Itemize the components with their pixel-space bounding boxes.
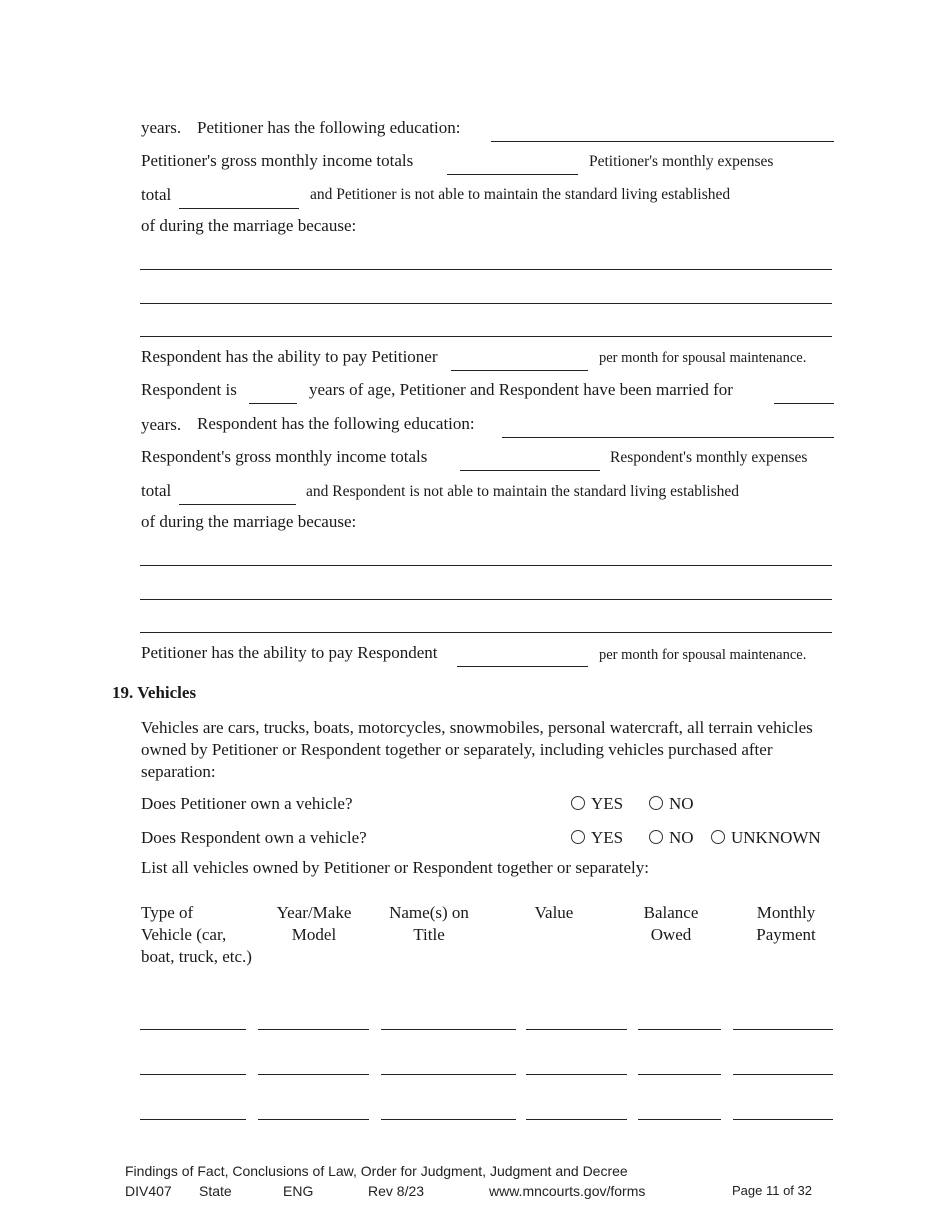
footer-title: Findings of Fact, Conclusions of Law, Order for Judgment, Judgment and Decree bbox=[125, 1163, 628, 1179]
column-header-monthly-payment: Monthly Payment bbox=[756, 903, 816, 944]
petitioner-pays-suffix: per month for spousal maintenance. bbox=[599, 647, 807, 663]
column-header-names-on-title: Name(s) on Title bbox=[389, 903, 469, 944]
table-cell-field[interactable] bbox=[733, 1056, 833, 1075]
table-cell-field[interactable] bbox=[140, 1011, 246, 1030]
table-cell-field[interactable] bbox=[381, 1101, 516, 1120]
respondent-reason-line-3[interactable] bbox=[140, 614, 832, 633]
married-years-field[interactable] bbox=[774, 385, 834, 404]
petitioner-standard-text: and Petitioner is not able to maintain the standard living established bbox=[310, 186, 731, 203]
question-petitioner-vehicle: Does Petitioner own a vehicle? bbox=[141, 794, 353, 813]
section-heading-vehicles: 19. Vehicles bbox=[112, 683, 197, 702]
respondent-education-field[interactable] bbox=[502, 419, 834, 438]
petitioner-expenses-label: Petitioner's monthly expenses bbox=[589, 153, 774, 170]
table-cell-field[interactable] bbox=[258, 1011, 369, 1030]
table-cell-field[interactable] bbox=[733, 1101, 833, 1120]
radio-circle-icon bbox=[711, 830, 725, 844]
respondent-expenses-label: Respondent's monthly expenses bbox=[610, 449, 808, 466]
radio-circle-icon bbox=[571, 830, 585, 844]
respondent-age-field[interactable] bbox=[249, 385, 297, 404]
petitioner-education-label: Petitioner has the following education: bbox=[197, 118, 461, 137]
respondent-because-label: of during the marriage because: bbox=[141, 512, 357, 531]
petitioner-income-field[interactable] bbox=[447, 156, 578, 175]
respondent-income-field[interactable] bbox=[460, 452, 600, 471]
respondent-pays-label: Respondent has the ability to pay Petitioner bbox=[141, 347, 438, 366]
petitioner-pays-label: Petitioner has the ability to pay Respondent bbox=[141, 643, 438, 662]
table-cell-field[interactable] bbox=[733, 1011, 833, 1030]
respondent-income-label: Respondent's gross monthly income totals bbox=[141, 447, 428, 466]
petitioner-income-label: Petitioner's gross monthly income totals bbox=[141, 151, 414, 170]
table-cell-field[interactable] bbox=[258, 1056, 369, 1075]
table-cell-field[interactable] bbox=[638, 1011, 721, 1030]
table-cell-field[interactable] bbox=[638, 1056, 721, 1075]
respondent-age-prefix: Respondent is bbox=[141, 380, 237, 399]
footer-website: www.mncourts.gov/forms bbox=[489, 1183, 646, 1199]
respondent-age-mid: years of age, Petitioner and Respondent have been married for bbox=[309, 380, 733, 399]
respondent-expenses-total-field[interactable] bbox=[179, 486, 296, 505]
respondent-total-label: total bbox=[141, 481, 172, 500]
footer-page-number: Page 11 of 32 bbox=[732, 1183, 812, 1198]
column-header-balance-owed: Balance Owed bbox=[643, 903, 699, 944]
respondent-vehicle-no-radio[interactable] bbox=[649, 828, 694, 848]
respondent-standard-text: and Respondent is not able to maintain the standard living established bbox=[306, 483, 740, 500]
option-no-label: NO bbox=[669, 794, 694, 813]
radio-circle-icon bbox=[571, 796, 585, 810]
respondent-vehicle-yes-radio[interactable] bbox=[571, 828, 623, 848]
table-cell-field[interactable] bbox=[381, 1056, 516, 1075]
column-header-value: Value bbox=[534, 903, 574, 922]
footer-language: ENG bbox=[283, 1183, 314, 1199]
petitioner-education-prefix: years. bbox=[141, 118, 182, 137]
petitioner-vehicle-yes-radio[interactable] bbox=[571, 794, 623, 814]
footer-jurisdiction: State bbox=[199, 1183, 232, 1199]
respondent-vehicle-unknown-radio[interactable] bbox=[711, 828, 821, 848]
petitioner-total-label: total bbox=[141, 185, 172, 204]
option-unknown-label: UNKNOWN bbox=[731, 828, 821, 847]
column-header-type: Type of Vehicle (car, boat, truck, etc.) bbox=[141, 903, 252, 966]
option-yes-label: YES bbox=[591, 794, 624, 813]
column-header-year-make-model: Year/Make Model bbox=[276, 903, 352, 944]
respondent-pays-suffix: per month for spousal maintenance. bbox=[599, 350, 807, 366]
table-cell-field[interactable] bbox=[140, 1056, 246, 1075]
petitioner-pays-amount-field[interactable] bbox=[457, 648, 588, 667]
petitioner-vehicle-no-radio[interactable] bbox=[649, 794, 694, 814]
table-cell-field[interactable] bbox=[258, 1101, 369, 1120]
radio-circle-icon bbox=[649, 796, 663, 810]
table-cell-field[interactable] bbox=[526, 1056, 627, 1075]
petitioner-expenses-total-field[interactable] bbox=[179, 190, 299, 209]
radio-circle-icon bbox=[649, 830, 663, 844]
table-cell-field[interactable] bbox=[381, 1011, 516, 1030]
footer-form-id: DIV407 bbox=[125, 1183, 172, 1199]
table-cell-field[interactable] bbox=[526, 1011, 627, 1030]
respondent-education-label: Respondent has the following education: bbox=[197, 414, 475, 433]
respondent-education-prefix: years. bbox=[141, 415, 182, 434]
table-cell-field[interactable] bbox=[140, 1101, 246, 1120]
respondent-reason-line-1[interactable] bbox=[140, 547, 832, 566]
petitioner-education-field[interactable] bbox=[491, 123, 834, 142]
table-cell-field[interactable] bbox=[526, 1101, 627, 1120]
petitioner-reason-line-3[interactable] bbox=[140, 318, 832, 337]
respondent-pays-amount-field[interactable] bbox=[451, 352, 588, 371]
respondent-reason-line-2[interactable] bbox=[140, 581, 832, 600]
question-respondent-vehicle: Does Respondent own a vehicle? bbox=[141, 828, 367, 847]
option-yes-label: YES bbox=[591, 828, 624, 847]
option-no-label: NO bbox=[669, 828, 694, 847]
petitioner-reason-line-2[interactable] bbox=[140, 285, 832, 304]
petitioner-reason-line-1[interactable] bbox=[140, 251, 832, 270]
vehicles-list-label: List all vehicles owned by Petitioner or Respondent together or separately: bbox=[141, 858, 649, 877]
table-cell-field[interactable] bbox=[638, 1101, 721, 1120]
petitioner-because-label: of during the marriage because: bbox=[141, 216, 357, 235]
vehicles-description: Vehicles are cars, trucks, boats, motorcycles, snowmobiles, personal watercraft, all terrain vehicles owned by Petitioner or Respondent together or separately, including vehicles purchased after separation: bbox=[141, 718, 813, 781]
footer-revision: Rev 8/23 bbox=[368, 1183, 425, 1199]
